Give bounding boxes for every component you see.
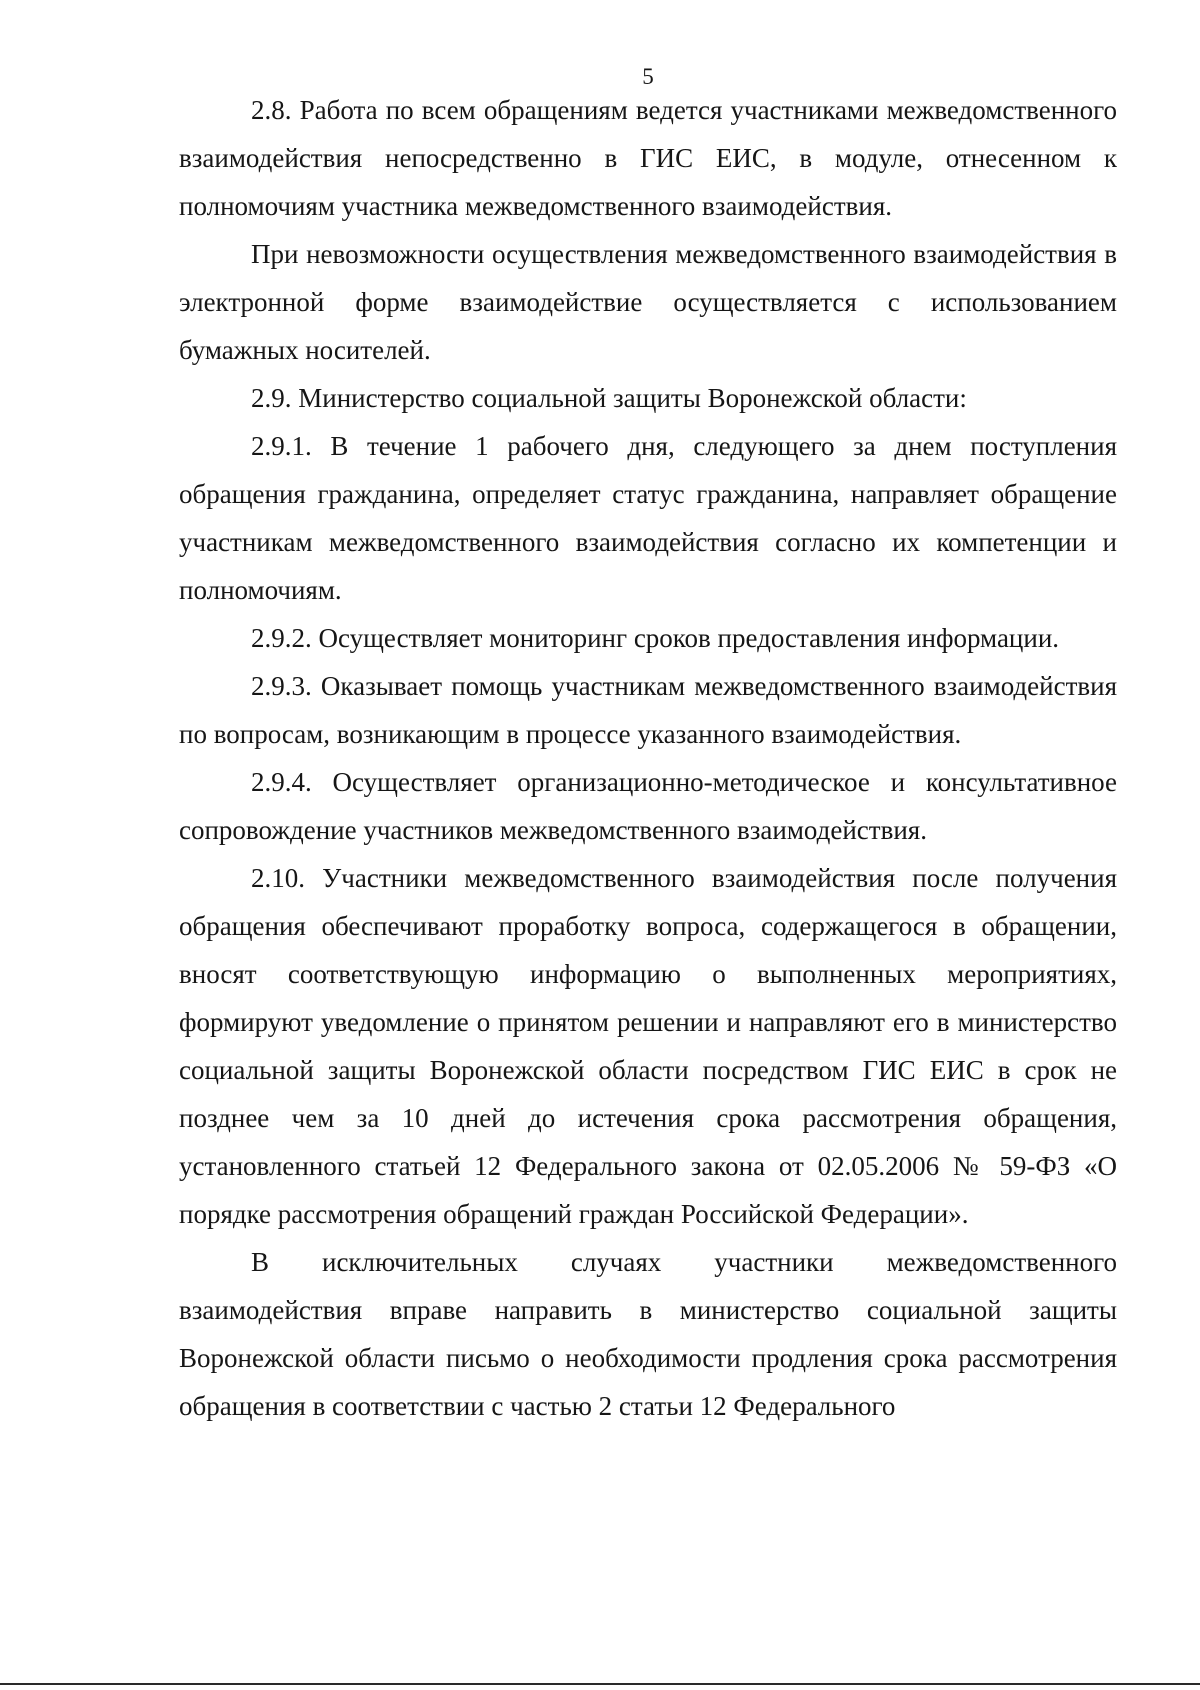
paragraph-paper-media: При невозможности осуществления межведомственного взаимодействия в электронной форме взаимодействие осуществляется с использованием бумажных носителей. (179, 239, 1117, 365)
paragraph-2-9-2: 2.9.2. Осуществляет мониторинг сроков предоставления информации. (251, 623, 1060, 653)
bottom-rule (0, 1683, 1200, 1685)
page-number: 5 (642, 64, 654, 89)
paragraph-exceptional-cases: В исключительных случаях участники межведомственного взаимодействия вправе направить в министерство социальной защиты Воронежской области письмо о необходимости продления срока рассмотрения обращения в соответствии с частью 2 статьи 12 Федерального (179, 1247, 1117, 1421)
document-body (179, 86, 1117, 1430)
paragraph-2-9-1: 2.9.1. В течение 1 рабочего дня, следующего за днем поступления обращения гражданина, определяет статус гражданина, направляет обращение участникам межведомственного взаимодействия согласно их компетенции и полномочиям. (179, 431, 1117, 605)
paragraph-2-9: 2.9. Министерство социальной защиты Воронежской области: (251, 383, 967, 413)
paragraph-2-9-3: 2.9.3. Оказывает помощь участникам межведомственного взаимодействия по вопросам, возникающим в процессе указанного взаимодействия. (179, 671, 1117, 749)
paragraph-2-9-4: 2.9.4. Осуществляет организационно-методическое и консультативное сопровождение участников межведомственного взаимодействия. (179, 767, 1117, 845)
paragraph-2-10: 2.10. Участники межведомственного взаимодействия после получения обращения обеспечивают проработку вопроса, содержащегося в обращении, вносят соответствующую информацию о выполненных мероприятиях, формируют уведомление о принятом решении и направляют его в министерство социальной защиты Воронежской области посредством ГИС ЕИС в срок не позднее чем за 10 дней до истечения срока рассмотрения обращения, установленного статьей 12 Федерального закона от 02.05.2006 № 59-ФЗ «О порядке рассмотрения обращений граждан Российской Федерации». (179, 863, 1117, 1229)
paragraph-2-8: 2.8. Работа по всем обращениям ведется участниками межведомственного взаимодействия непосредственно в ГИС ЕИС, в модуле, отнесенном к полномочиям участника межведомственного взаимодействия. (179, 95, 1117, 221)
